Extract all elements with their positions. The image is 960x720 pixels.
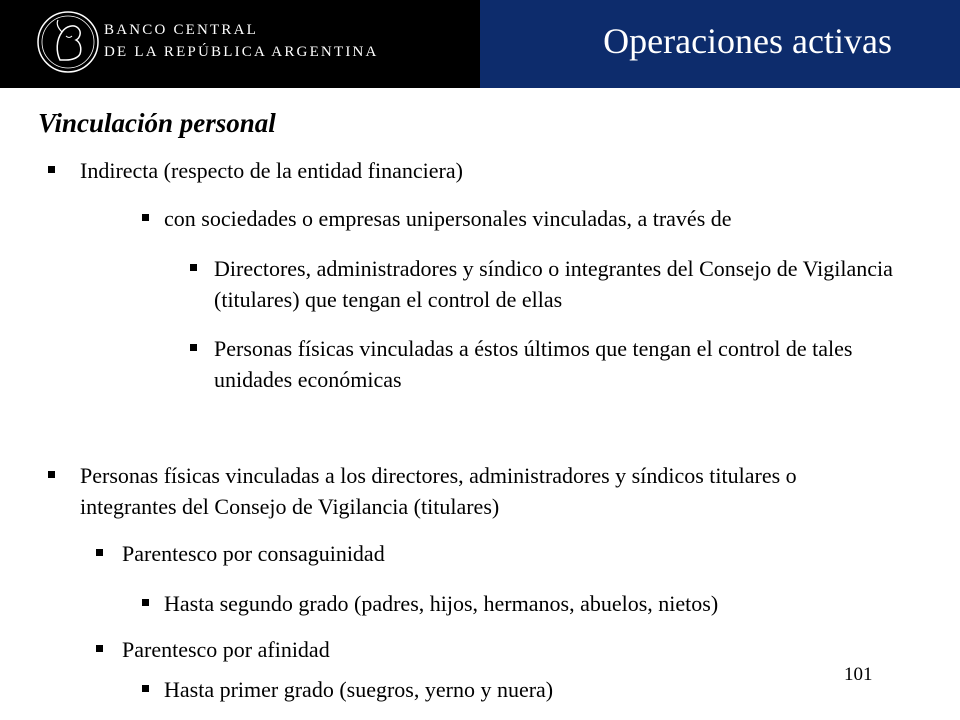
- slide-header-title: Operaciones activas: [603, 21, 892, 61]
- list-item-text: Hasta primer grado (suegros, yerno y nuera): [164, 677, 554, 702]
- square-bullet-icon: [48, 471, 55, 478]
- list-item: [96, 538, 816, 569]
- list-item: [142, 203, 902, 234]
- list-item: [142, 588, 922, 619]
- list-item-text: Parentesco por consaguinidad: [122, 541, 385, 566]
- square-bullet-icon: [190, 344, 197, 351]
- page-number: 101: [844, 664, 873, 685]
- list-item-text: con sociedades o empresas unipersonales vinculadas, a través de: [164, 206, 732, 231]
- list-item-text: Directores, administradores y síndico o integrantes del Consejo de Vigilancia (titulares) que tengan el control de ellas: [214, 256, 893, 312]
- square-bullet-icon: [142, 214, 149, 221]
- header-right-panel: [480, 0, 960, 88]
- square-bullet-icon: [142, 685, 149, 692]
- list-item: [190, 333, 910, 395]
- list-item-text: Personas físicas vinculadas a éstos últimos que tengan el control de tales unidades económicas: [214, 336, 853, 392]
- header-left-panel: [0, 0, 480, 88]
- list-item: [190, 253, 910, 315]
- square-bullet-icon: [96, 549, 103, 556]
- list-item: [142, 674, 862, 705]
- bcra-seal-icon: [36, 10, 100, 74]
- list-item-text: Parentesco por afinidad: [122, 637, 330, 662]
- list-item-text: Indirecta (respecto de la entidad financiera): [80, 158, 463, 183]
- list-item-text: Personas físicas vinculadas a los directores, administradores y síndicos titulares o integrantes del Consejo de Vigilancia (titulares): [80, 463, 797, 519]
- section-title: Vinculación personal: [38, 108, 276, 138]
- bank-name-line2: DE LA REPÚBLICA ARGENTINA: [104, 44, 379, 60]
- square-bullet-icon: [190, 264, 197, 271]
- list-item: [48, 155, 768, 186]
- list-item: [96, 634, 816, 665]
- square-bullet-icon: [48, 166, 55, 173]
- square-bullet-icon: [142, 599, 149, 606]
- bank-name-line1: BANCO CENTRAL: [104, 22, 259, 38]
- list-item-text: Hasta segundo grado (padres, hijos, hermanos, abuelos, nietos): [164, 591, 719, 616]
- square-bullet-icon: [96, 645, 103, 652]
- list-item: [48, 460, 868, 522]
